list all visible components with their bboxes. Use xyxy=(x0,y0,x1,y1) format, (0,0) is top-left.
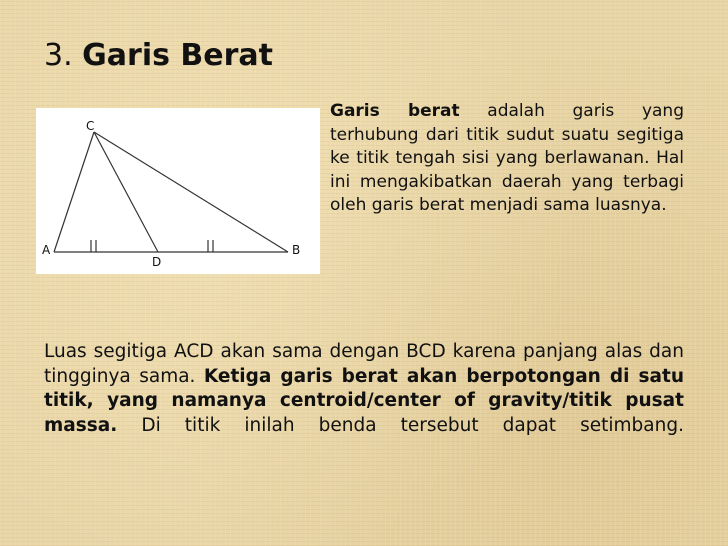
triangle-figure xyxy=(36,108,320,274)
definition-term: Garis berat xyxy=(330,101,460,121)
definition-paragraph xyxy=(330,100,684,218)
explanation-part-2: Di titik inilah benda tersebut dapat setimbang. xyxy=(141,414,684,436)
title-number: 3. xyxy=(44,38,73,73)
label-c: C xyxy=(86,119,95,133)
explanation-part-1: Luas segitiga ACD akan sama dengan BCD karena panjang alas dan tingginya sama. xyxy=(44,341,684,387)
title-text: Garis Berat xyxy=(82,38,274,73)
median-cd xyxy=(94,132,158,252)
label-a: A xyxy=(42,243,51,257)
triangle-diagram xyxy=(36,108,320,274)
explanation-bold: Ketiga garis berat akan berpotongan di satu titik, yang namanya centroid/center of gravity/titik pusat massa. xyxy=(44,365,684,436)
side-cb xyxy=(94,132,288,252)
label-b: B xyxy=(292,243,301,257)
explanation-paragraph xyxy=(44,340,684,438)
slide-title xyxy=(44,38,273,74)
label-d: D xyxy=(152,255,162,269)
definition-text: adalah garis yang terhubung dari titik sudut suatu segitiga ke titik tengah sisi yang berlawanan. Hal ini mengakibatkan daerah yang terbagi oleh garis berat menjadi sama luasnya. xyxy=(330,101,684,216)
side-ca xyxy=(54,132,94,252)
